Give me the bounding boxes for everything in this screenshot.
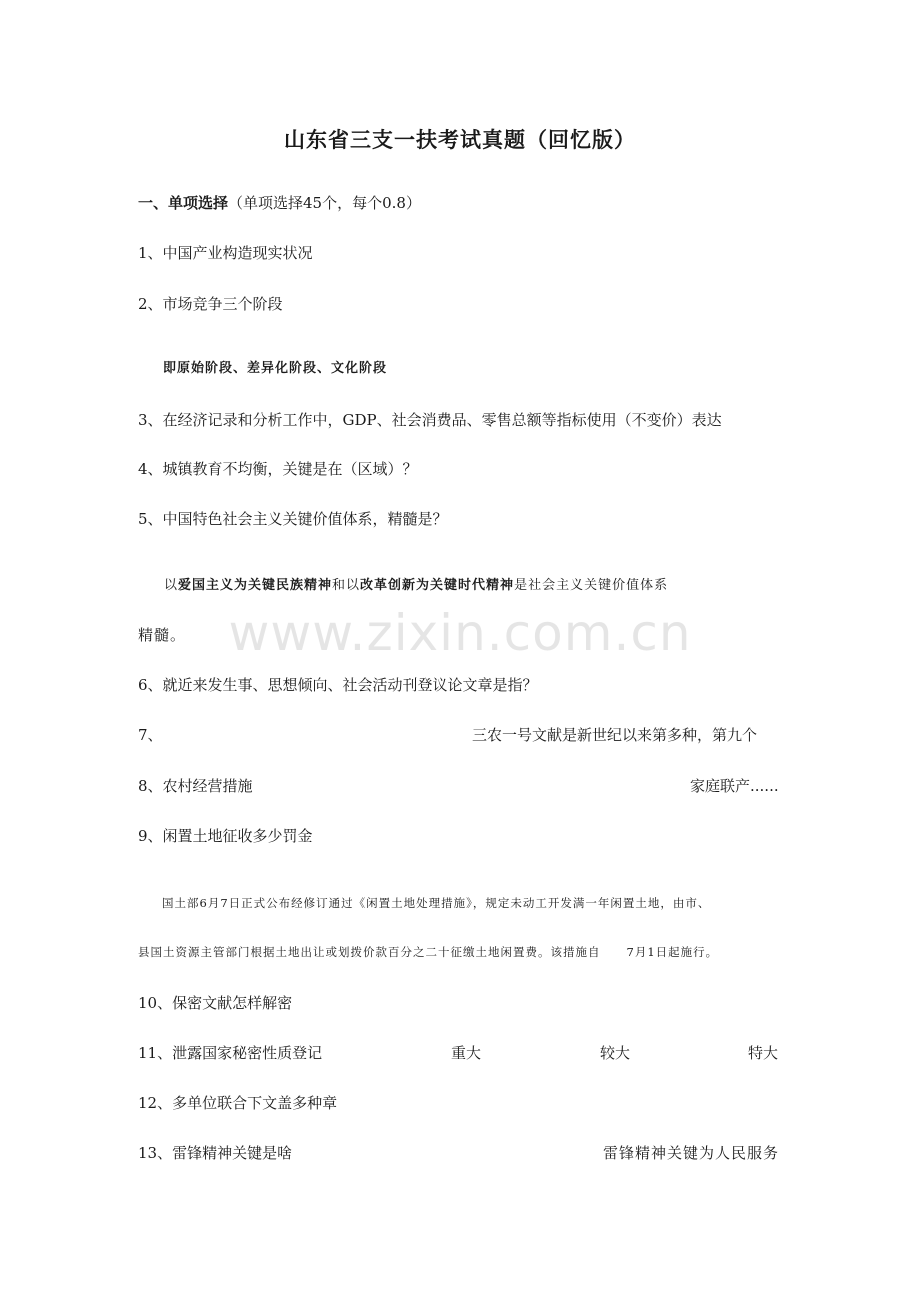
question-12: 12、多单位联合下文盖多种章 [138, 1094, 338, 1112]
question-8: 8、农村经营措施 [138, 777, 253, 795]
question-8-answer: 家庭联产...... [690, 777, 779, 795]
answer-5-emphasis: 爱国主义为关键民族精神 [178, 578, 333, 593]
question-6: 6、就近来发生事、思想倾向、社会活动刊登议论文章是指？ [138, 676, 538, 694]
page-title: 山东省三支一扶考试真题（回忆版） [284, 127, 636, 152]
question-11-option-3: 特大 [748, 1044, 779, 1062]
section-heading: 一、单项选择 [138, 194, 229, 212]
answer-5-line2: 精髓。 [138, 626, 187, 644]
question-13: 13、雷锋精神关键是啥 [138, 1144, 293, 1162]
answer-5-text: 和以 [332, 578, 361, 593]
section-heading-row [138, 193, 421, 213]
answer-9-line2 [138, 942, 718, 962]
question-3: 3、在经济记录和分析工作中，GDP、社会消费品、零售总额等指标使用（不变价）表达 [138, 411, 722, 429]
question-11-option-2: 较大 [600, 1044, 631, 1062]
question-7-answer: 三农一号文献是新世纪以来第多种，第九个 [472, 726, 758, 744]
answer-9-date: 7月1日起施行。 [626, 945, 719, 959]
answer-5-line1 [164, 576, 668, 596]
answer-2: 即原始阶段、差异化阶段、文化阶段 [163, 361, 388, 376]
question-11: 11、泄露国家秘密性质登记 [138, 1044, 323, 1062]
question-2: 2、市场竞争三个阶段 [138, 295, 283, 313]
answer-5-text: 以 [164, 578, 179, 593]
question-13-answer: 雷锋精神关键为人民服务 [603, 1144, 780, 1162]
answer-5-emphasis: 改革创新为关键时代精神 [360, 578, 515, 593]
question-4: 4、城镇教育不均衡，关键是在（区域）？ [138, 460, 418, 478]
question-9: 9、闲置土地征收多少罚金 [138, 827, 313, 845]
question-7-number: 7、 [138, 726, 163, 744]
watermark: www.zixin.com.cn [228, 604, 692, 662]
question-11-option-1: 重大 [451, 1044, 482, 1062]
question-5: 5、中国特色社会主义关键价值体系，精髓是？ [138, 510, 448, 528]
question-1: 1、中国产业构造现实状况 [138, 244, 313, 262]
answer-9-line1: 国土部6月7日正式公布经修订通过《闲置土地处理措施》，规定未动工开发满一年闲置土地，由市、 [162, 896, 711, 910]
question-10: 10、保密文献怎样解密 [138, 994, 293, 1012]
answer-9-text: 县国土资源主管部门根据土地出让或划拨价款百分之二十征缴土地闲置费。该措施自 [138, 945, 601, 959]
answer-5-text: 是社会主义关键价值体系 [514, 578, 669, 593]
section-note: （单项选择45个，每个0.8） [228, 194, 421, 212]
